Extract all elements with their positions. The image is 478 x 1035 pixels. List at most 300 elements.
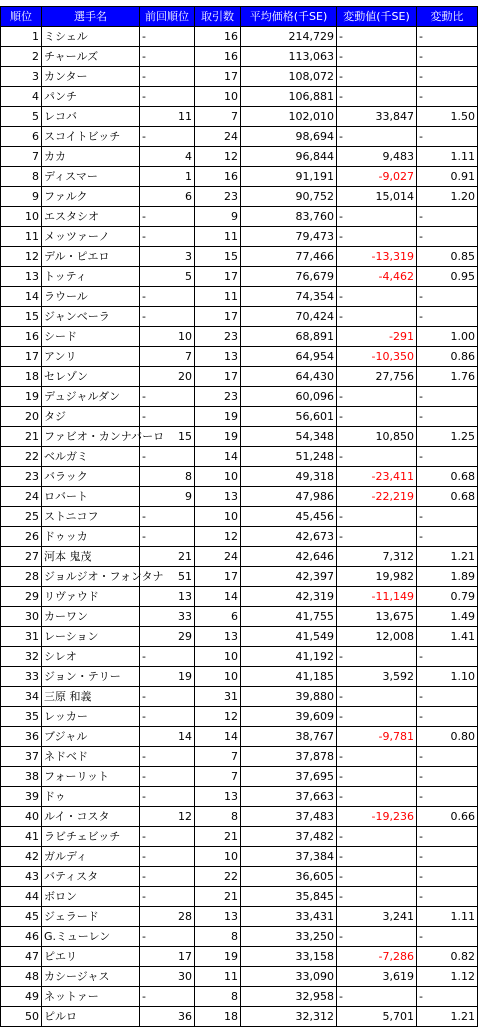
cell-previous-rank: 19 [140,667,195,687]
cell-change-value: - [337,507,417,527]
cell-player-name: 河本 鬼茂 [42,547,140,567]
cell-player-name: ジャンベーラ [42,307,140,327]
cell-rank: 50 [1,1007,42,1027]
table-row [1,727,478,747]
cell-change-value: 12,008 [337,627,417,647]
cell-change-value: -13,319 [337,247,417,267]
cell-rank: 34 [1,687,42,707]
cell-trade-count: 19 [195,427,241,447]
table-row [1,427,478,447]
cell-trade-count: 14 [195,727,241,747]
cell-trade-count: 16 [195,47,241,67]
cell-rank: 49 [1,987,42,1007]
cell-previous-rank: 33 [140,607,195,627]
cell-average-price: 33,431 [241,907,337,927]
cell-rank: 25 [1,507,42,527]
cell-trade-count: 10 [195,87,241,107]
cell-player-name: ファビオ・カンナバーロ [42,427,140,447]
cell-player-name: バラック [42,467,140,487]
cell-rank: 1 [1,27,42,47]
cell-previous-rank: 17 [140,947,195,967]
cell-trade-count: 11 [195,967,241,987]
cell-player-name: デル・ピエロ [42,247,140,267]
cell-player-name: ブジャル [42,727,140,747]
cell-change-value: - [337,527,417,547]
cell-player-name: トッティ [42,267,140,287]
cell-trade-count: 9 [195,207,241,227]
cell-change-value: - [337,307,417,327]
cell-rank: 36 [1,727,42,747]
cell-change-ratio: - [417,507,478,527]
table-row [1,387,478,407]
cell-player-name: カシージャス [42,967,140,987]
table-row [1,287,478,307]
table-row [1,207,478,227]
cell-change-ratio: - [417,987,478,1007]
cell-previous-rank: 11 [140,107,195,127]
cell-previous-rank: - [140,67,195,87]
cell-previous-rank: - [140,287,195,307]
cell-previous-rank: - [140,27,195,47]
cell-player-name: ディスマー [42,167,140,187]
cell-previous-rank: - [140,127,195,147]
cell-change-ratio: - [417,227,478,247]
cell-average-price: 37,663 [241,787,337,807]
cell-change-ratio: - [417,787,478,807]
cell-trade-count: 7 [195,767,241,787]
cell-average-price: 90,752 [241,187,337,207]
table-row [1,307,478,327]
cell-player-name: ピルロ [42,1007,140,1027]
cell-change-ratio: 0.68 [417,487,478,507]
header-change-ratio: 変動比 [417,7,478,27]
cell-previous-rank: 8 [140,467,195,487]
table-row [1,827,478,847]
cell-trade-count: 11 [195,287,241,307]
table-row [1,587,478,607]
cell-change-value: - [337,127,417,147]
cell-previous-rank: - [140,307,195,327]
cell-player-name: ガルディ [42,847,140,867]
cell-player-name: ラウール [42,287,140,307]
cell-average-price: 41,192 [241,647,337,667]
cell-change-value: - [337,287,417,307]
cell-rank: 7 [1,147,42,167]
table-row [1,87,478,107]
header-row [1,7,478,27]
cell-rank: 35 [1,707,42,727]
cell-average-price: 32,312 [241,1007,337,1027]
cell-change-value: - [337,847,417,867]
cell-player-name: ドゥ [42,787,140,807]
cell-previous-rank: - [140,227,195,247]
cell-average-price: 41,185 [241,667,337,687]
cell-average-price: 42,673 [241,527,337,547]
cell-trade-count: 17 [195,67,241,87]
cell-average-price: 51,248 [241,447,337,467]
cell-player-name: カカ [42,147,140,167]
cell-previous-rank: - [140,207,195,227]
cell-trade-count: 7 [195,107,241,127]
cell-trade-count: 23 [195,187,241,207]
cell-change-ratio: - [417,867,478,887]
cell-average-price: 91,191 [241,167,337,187]
table-row [1,987,478,1007]
cell-change-value: -11,149 [337,587,417,607]
cell-player-name: セレゾン [42,367,140,387]
table-row [1,267,478,287]
cell-trade-count: 21 [195,887,241,907]
header-previous-rank: 前回順位 [140,7,195,27]
cell-rank: 11 [1,227,42,247]
cell-rank: 31 [1,627,42,647]
cell-previous-rank: - [140,47,195,67]
cell-change-ratio: 1.41 [417,627,478,647]
table-row [1,167,478,187]
table-row [1,707,478,727]
table-row [1,567,478,587]
cell-change-ratio: 0.95 [417,267,478,287]
cell-change-value: 3,592 [337,667,417,687]
cell-average-price: 79,473 [241,227,337,247]
cell-change-value: -10,350 [337,347,417,367]
cell-player-name: ジェラード [42,907,140,927]
cell-change-ratio: - [417,887,478,907]
cell-average-price: 36,605 [241,867,337,887]
cell-previous-rank: 21 [140,547,195,567]
cell-average-price: 98,694 [241,127,337,147]
cell-player-name: レッカー [42,707,140,727]
cell-previous-rank: - [140,987,195,1007]
cell-trade-count: 24 [195,547,241,567]
cell-average-price: 35,845 [241,887,337,907]
cell-previous-rank: 7 [140,347,195,367]
cell-change-ratio: 0.86 [417,347,478,367]
cell-trade-count: 13 [195,907,241,927]
cell-change-value: 9,483 [337,147,417,167]
table-row [1,447,478,467]
cell-change-value: - [337,787,417,807]
cell-rank: 48 [1,967,42,987]
cell-change-value: -22,219 [337,487,417,507]
table-row [1,767,478,787]
cell-change-ratio: 1.76 [417,367,478,387]
cell-rank: 38 [1,767,42,787]
cell-rank: 22 [1,447,42,467]
header-trade-count: 取引数 [195,7,241,27]
cell-average-price: 37,384 [241,847,337,867]
cell-change-value: -4,462 [337,267,417,287]
cell-player-name: ロバート [42,487,140,507]
cell-player-name: ミシェル [42,27,140,47]
cell-player-name: ファルク [42,187,140,207]
table-row [1,687,478,707]
cell-previous-rank: 15 [140,427,195,447]
cell-previous-rank: - [140,407,195,427]
cell-change-ratio: - [417,847,478,867]
cell-change-value: - [337,987,417,1007]
cell-previous-rank: - [140,787,195,807]
cell-rank: 4 [1,87,42,107]
cell-previous-rank: 6 [140,187,195,207]
cell-change-ratio: - [417,707,478,727]
table-row [1,527,478,547]
cell-trade-count: 17 [195,567,241,587]
cell-player-name: リヴァウド [42,587,140,607]
cell-player-name: ボロン [42,887,140,907]
cell-previous-rank: 12 [140,807,195,827]
cell-previous-rank: 30 [140,967,195,987]
cell-rank: 17 [1,347,42,367]
cell-rank: 2 [1,47,42,67]
table-row [1,607,478,627]
cell-rank: 18 [1,367,42,387]
cell-trade-count: 10 [195,847,241,867]
cell-rank: 46 [1,927,42,947]
cell-change-ratio: - [417,747,478,767]
cell-change-value: -7,286 [337,947,417,967]
table-row [1,407,478,427]
cell-rank: 6 [1,127,42,147]
cell-player-name: ジョン・テリー [42,667,140,687]
cell-previous-rank: - [140,887,195,907]
cell-average-price: 42,397 [241,567,337,587]
table-row [1,27,478,47]
cell-rank: 15 [1,307,42,327]
table-row [1,127,478,147]
cell-change-value: - [337,887,417,907]
cell-change-ratio: - [417,527,478,547]
table-row [1,647,478,667]
cell-rank: 30 [1,607,42,627]
cell-trade-count: 17 [195,267,241,287]
cell-change-value: - [337,747,417,767]
cell-previous-rank: 13 [140,587,195,607]
cell-change-value: - [337,647,417,667]
cell-change-value: 5,701 [337,1007,417,1027]
cell-average-price: 113,063 [241,47,337,67]
cell-change-ratio: - [417,47,478,67]
cell-previous-rank: - [140,847,195,867]
cell-change-value: -9,781 [337,727,417,747]
cell-change-value: 3,619 [337,967,417,987]
table-row [1,1007,478,1027]
cell-previous-rank: 28 [140,907,195,927]
cell-trade-count: 10 [195,467,241,487]
cell-previous-rank: - [140,527,195,547]
cell-trade-count: 24 [195,127,241,147]
cell-change-value: - [337,927,417,947]
table-row [1,187,478,207]
cell-change-ratio: - [417,447,478,467]
cell-previous-rank: 5 [140,267,195,287]
cell-previous-rank: 4 [140,147,195,167]
cell-change-value: -19,236 [337,807,417,827]
cell-average-price: 83,760 [241,207,337,227]
cell-average-price: 56,601 [241,407,337,427]
table-row [1,327,478,347]
table-row [1,347,478,367]
cell-change-ratio: - [417,927,478,947]
table-row [1,967,478,987]
cell-trade-count: 31 [195,687,241,707]
cell-trade-count: 10 [195,667,241,687]
cell-average-price: 41,549 [241,627,337,647]
cell-average-price: 33,090 [241,967,337,987]
cell-average-price: 74,354 [241,287,337,307]
cell-previous-rank: - [140,927,195,947]
cell-rank: 27 [1,547,42,567]
cell-change-ratio: 0.80 [417,727,478,747]
cell-player-name: デュジャルダン [42,387,140,407]
table-row [1,227,478,247]
cell-change-ratio: - [417,387,478,407]
cell-rank: 42 [1,847,42,867]
cell-trade-count: 21 [195,827,241,847]
cell-player-name: ネドベド [42,747,140,767]
cell-average-price: 47,986 [241,487,337,507]
cell-change-value: -291 [337,327,417,347]
cell-trade-count: 23 [195,387,241,407]
header-rank: 順位 [1,7,42,27]
cell-change-value: 13,675 [337,607,417,627]
cell-player-name: タジ [42,407,140,427]
cell-player-name: アンリ [42,347,140,367]
cell-average-price: 64,954 [241,347,337,367]
cell-change-ratio: - [417,127,478,147]
cell-change-ratio: 1.49 [417,607,478,627]
cell-rank: 28 [1,567,42,587]
cell-change-ratio: 0.85 [417,247,478,267]
cell-average-price: 45,456 [241,507,337,527]
cell-change-ratio: - [417,87,478,107]
cell-change-ratio: 1.25 [417,427,478,447]
cell-player-name: シード [42,327,140,347]
cell-previous-rank: 29 [140,627,195,647]
cell-change-value: -9,027 [337,167,417,187]
cell-player-name: バティスタ [42,867,140,887]
cell-average-price: 70,424 [241,307,337,327]
cell-change-ratio: 1.11 [417,907,478,927]
cell-player-name: ピエリ [42,947,140,967]
cell-change-value: 19,982 [337,567,417,587]
cell-rank: 3 [1,67,42,87]
cell-trade-count: 12 [195,147,241,167]
cell-change-value: - [337,27,417,47]
cell-rank: 5 [1,107,42,127]
cell-player-name: エスタシオ [42,207,140,227]
cell-change-value: - [337,687,417,707]
cell-rank: 39 [1,787,42,807]
cell-player-name: カンター [42,67,140,87]
cell-previous-rank: - [140,827,195,847]
cell-player-name: カーワン [42,607,140,627]
cell-change-value: 27,756 [337,367,417,387]
cell-trade-count: 8 [195,807,241,827]
cell-change-ratio: 1.20 [417,187,478,207]
cell-trade-count: 13 [195,487,241,507]
cell-change-value: - [337,867,417,887]
cell-change-value: - [337,407,417,427]
cell-previous-rank: - [140,867,195,887]
cell-average-price: 32,958 [241,987,337,1007]
cell-trade-count: 14 [195,447,241,467]
cell-player-name: スコイトビッチ [42,127,140,147]
cell-change-ratio: 0.79 [417,587,478,607]
cell-player-name: ルイ・コスタ [42,807,140,827]
cell-trade-count: 23 [195,327,241,347]
table-row [1,847,478,867]
table-row [1,807,478,827]
cell-trade-count: 19 [195,407,241,427]
table-row [1,467,478,487]
cell-previous-rank: - [140,87,195,107]
cell-player-name: パンチ [42,87,140,107]
cell-trade-count: 10 [195,647,241,667]
cell-average-price: 42,319 [241,587,337,607]
cell-rank: 47 [1,947,42,967]
cell-trade-count: 13 [195,347,241,367]
cell-rank: 29 [1,587,42,607]
cell-change-ratio: - [417,647,478,667]
table-row [1,927,478,947]
cell-average-price: 33,158 [241,947,337,967]
cell-previous-rank: 51 [140,567,195,587]
cell-average-price: 76,679 [241,267,337,287]
cell-previous-rank: - [140,387,195,407]
cell-change-value: - [337,67,417,87]
cell-previous-rank: - [140,507,195,527]
cell-rank: 12 [1,247,42,267]
cell-trade-count: 18 [195,1007,241,1027]
cell-change-value: - [337,447,417,467]
cell-rank: 10 [1,207,42,227]
cell-trade-count: 16 [195,27,241,47]
cell-average-price: 38,767 [241,727,337,747]
cell-change-ratio: 1.12 [417,967,478,987]
cell-change-value: 7,312 [337,547,417,567]
cell-change-ratio: - [417,307,478,327]
cell-trade-count: 13 [195,787,241,807]
cell-change-ratio: 0.82 [417,947,478,967]
table-row [1,947,478,967]
cell-change-value: -23,411 [337,467,417,487]
cell-player-name: チャールズ [42,47,140,67]
cell-average-price: 106,881 [241,87,337,107]
cell-change-value: - [337,767,417,787]
cell-change-ratio: 0.66 [417,807,478,827]
cell-rank: 21 [1,427,42,447]
header-change-value: 変動値(千SE) [337,7,417,27]
cell-average-price: 54,348 [241,427,337,447]
cell-previous-rank: - [140,767,195,787]
table-row [1,67,478,87]
cell-rank: 33 [1,667,42,687]
cell-trade-count: 19 [195,947,241,967]
cell-change-ratio: 1.11 [417,147,478,167]
cell-player-name: ストニコフ [42,507,140,527]
cell-trade-count: 17 [195,367,241,387]
cell-average-price: 37,878 [241,747,337,767]
cell-rank: 45 [1,907,42,927]
cell-rank: 26 [1,527,42,547]
cell-trade-count: 7 [195,747,241,767]
cell-average-price: 39,880 [241,687,337,707]
cell-previous-rank: - [140,447,195,467]
cell-trade-count: 13 [195,627,241,647]
table-row [1,367,478,387]
cell-previous-rank: - [140,647,195,667]
